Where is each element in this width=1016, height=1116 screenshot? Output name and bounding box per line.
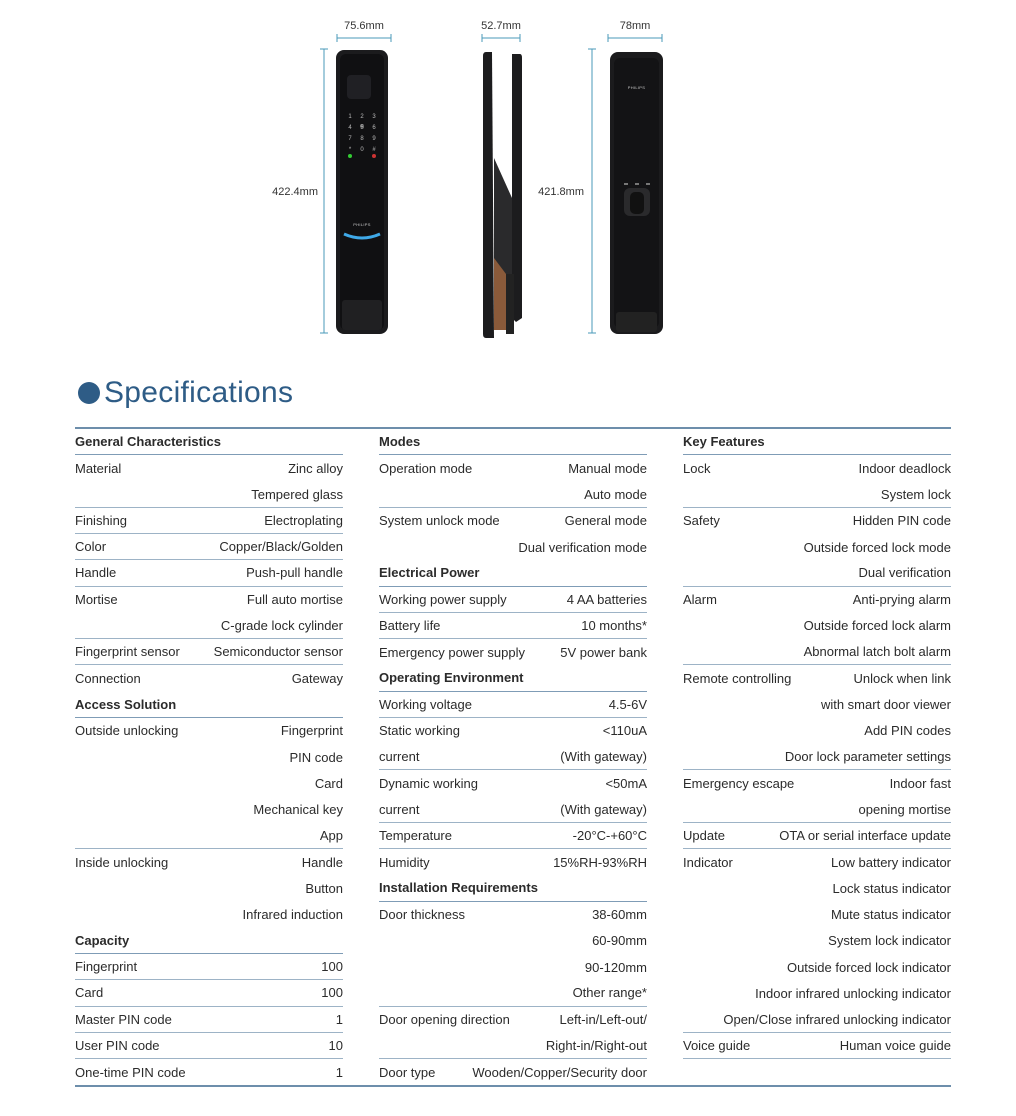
keypad-key: 6 xyxy=(372,125,376,131)
spec-value: 10 months* xyxy=(581,617,647,633)
spec-row xyxy=(379,692,647,718)
page-title: Specifications xyxy=(104,376,294,409)
spec-row xyxy=(683,849,951,875)
spec-value: Right-in/Right-out xyxy=(545,1037,647,1053)
spec-row xyxy=(379,534,647,560)
spec-row xyxy=(75,455,343,481)
spec-row xyxy=(75,770,343,796)
spec-row xyxy=(683,639,951,665)
spec-value: -20°C-+60°C xyxy=(572,827,647,843)
spec-value: 10 xyxy=(328,1037,343,1053)
spec-label: One-time PIN code xyxy=(75,1064,186,1080)
spec-value: Zinc alloy xyxy=(288,460,343,476)
spec-label: current xyxy=(379,801,420,817)
section-header xyxy=(75,692,343,718)
spec-value: Fingerprint xyxy=(280,723,343,739)
spec-row xyxy=(75,665,343,691)
spec-label: Remote controlling xyxy=(683,670,792,686)
back-height-arrow xyxy=(586,48,598,335)
spec-row xyxy=(379,770,647,796)
keypad-key: # xyxy=(372,147,376,153)
side-width-label: 52.7mm xyxy=(481,20,521,32)
spec-label: Operation mode xyxy=(379,460,473,476)
back-width-arrow xyxy=(607,32,663,44)
spec-column-2 xyxy=(379,429,647,1085)
section-header xyxy=(683,429,951,455)
spec-value: Other range* xyxy=(572,985,647,1001)
spec-row xyxy=(379,718,647,744)
spec-value: Button xyxy=(305,880,343,896)
spec-value: Semiconductor sensor xyxy=(213,644,343,660)
spec-value: Tempered glass xyxy=(251,486,343,502)
spec-label: Working power supply xyxy=(379,591,507,607)
spec-label: Mortise xyxy=(75,592,118,608)
spec-value: Outside forced lock mode xyxy=(803,539,951,555)
spec-value: Infrared induction xyxy=(242,907,343,923)
spec-label: current xyxy=(379,749,420,765)
spec-value: Card xyxy=(314,775,343,791)
lock-back-view xyxy=(610,52,663,334)
spec-value: <50mA xyxy=(605,775,647,791)
spec-value: 4.5-6V xyxy=(608,696,647,712)
spec-value: Push-pull handle xyxy=(246,565,343,581)
spec-value: Anti-prying alarm xyxy=(852,592,951,608)
spec-row xyxy=(379,482,647,508)
spec-value: Electroplating xyxy=(264,512,343,528)
spec-value: 4 AA batteries xyxy=(566,591,647,607)
spec-row xyxy=(75,797,343,823)
spec-value: Mute status indicator xyxy=(831,907,951,923)
spec-value: <110uA xyxy=(602,723,647,739)
spec-value: OTA or serial interface update xyxy=(779,827,951,843)
spec-row xyxy=(75,744,343,770)
keypad-key: 2 xyxy=(360,114,364,120)
spec-row xyxy=(75,980,343,1006)
spec-value: 100 xyxy=(321,959,343,975)
spec-row xyxy=(379,587,647,613)
spec-value: System lock indicator xyxy=(828,933,951,949)
spec-row xyxy=(683,1007,951,1033)
spec-label: Master PIN code xyxy=(75,1011,172,1027)
spec-value: with smart door viewer xyxy=(820,697,951,713)
spec-row xyxy=(75,613,343,639)
spec-column-1 xyxy=(75,429,343,1085)
specifications-heading xyxy=(78,373,293,413)
section-header xyxy=(75,928,343,954)
spec-value: 5V power bank xyxy=(560,644,647,660)
spec-value: Gateway xyxy=(291,670,343,686)
spec-row xyxy=(75,902,343,928)
spec-row xyxy=(683,587,951,613)
spec-row xyxy=(683,744,951,770)
lock-side-view xyxy=(480,48,524,340)
spec-value: Wooden/Copper/Security door xyxy=(472,1064,647,1080)
spec-value: Dual verification mode xyxy=(518,539,647,555)
spec-label: Finishing xyxy=(75,512,128,528)
spec-label: Connection xyxy=(75,670,141,686)
spec-value: Open/Close infrared unlocking indicator xyxy=(723,1011,951,1027)
section-header xyxy=(379,560,647,586)
spec-row xyxy=(683,692,951,718)
keypad-key: 1 xyxy=(348,114,352,120)
brand-logo-back: PHILIPS xyxy=(627,85,646,90)
keypad-key: 0 xyxy=(360,147,364,153)
spec-value: Door lock parameter settings xyxy=(784,749,951,765)
spec-value: (With gateway) xyxy=(560,801,647,817)
spec-row xyxy=(683,455,951,481)
front-width-label: 75.6mm xyxy=(344,20,384,32)
spec-row xyxy=(75,1007,343,1033)
spec-label: Door type xyxy=(379,1064,436,1080)
spec-value: Left-in/Left-out/ xyxy=(559,1012,647,1028)
bullet-dot-icon xyxy=(78,382,100,404)
spec-value: C-grade lock cylinder xyxy=(220,617,343,633)
keypad xyxy=(344,114,380,153)
spec-value: Dual verification xyxy=(858,565,951,581)
spec-value: 100 xyxy=(321,985,343,1001)
spec-row xyxy=(379,455,647,481)
section-title: Capacity xyxy=(75,932,130,948)
spec-value: 60-90mm xyxy=(592,933,647,949)
spec-row xyxy=(379,980,647,1006)
section-header xyxy=(379,875,647,901)
spec-value: Handle xyxy=(301,854,343,870)
spec-row xyxy=(75,875,343,901)
spec-value: (With gateway) xyxy=(560,749,647,765)
spec-value: Indoor deadlock xyxy=(858,460,951,476)
spec-label: Lock xyxy=(683,460,711,476)
spec-row xyxy=(379,639,647,665)
spec-value: opening mortise xyxy=(858,801,951,817)
keypad-key: 5 xyxy=(360,125,364,131)
spec-row xyxy=(379,902,647,928)
spec-row xyxy=(379,1059,647,1085)
spec-row xyxy=(379,508,647,534)
spec-value: General mode xyxy=(564,513,647,529)
side-width-arrow xyxy=(481,32,521,44)
spec-row xyxy=(379,954,647,980)
spec-label: Handle xyxy=(75,565,117,581)
spec-value: Copper/Black/Golden xyxy=(219,539,343,555)
spec-label: Fingerprint xyxy=(75,959,138,975)
spec-label: Humidity xyxy=(379,854,430,870)
spec-row xyxy=(75,954,343,980)
spec-value: PIN code xyxy=(289,749,343,765)
spec-row xyxy=(683,613,951,639)
spec-row xyxy=(379,823,647,849)
spec-row xyxy=(683,954,951,980)
keypad-key: 8 xyxy=(360,136,364,142)
spec-value: Full auto mortise xyxy=(246,592,343,608)
spec-label: Working voltage xyxy=(379,696,472,712)
spec-label: Voice guide xyxy=(683,1037,751,1053)
spec-row xyxy=(683,508,951,534)
spec-value: Outside forced lock alarm xyxy=(803,618,951,634)
spec-row xyxy=(379,744,647,770)
spec-value: Manual mode xyxy=(568,460,647,476)
spec-value: Indoor fast xyxy=(889,775,951,791)
spec-value: Abnormal latch bolt alarm xyxy=(803,644,951,660)
keypad-key: 3 xyxy=(372,114,376,120)
spec-row xyxy=(683,980,951,1006)
green-led-icon xyxy=(348,154,352,158)
spec-label: Update xyxy=(683,827,725,843)
section-title: Installation Requirements xyxy=(379,880,538,896)
spec-row xyxy=(379,1007,647,1033)
section-title: General Characteristics xyxy=(75,434,221,450)
spec-row xyxy=(683,718,951,744)
brand-logo: PHILIPS xyxy=(353,222,371,227)
front-height-label: 422.4mm xyxy=(272,186,318,198)
spec-label: Temperature xyxy=(379,827,452,843)
spec-label: Emergency power supply xyxy=(379,644,525,660)
section-header xyxy=(75,429,343,455)
spec-row xyxy=(683,560,951,586)
spec-row xyxy=(683,482,951,508)
spec-label: Inside unlocking xyxy=(75,854,169,870)
spec-label: Emergency escape xyxy=(683,775,795,791)
spec-row xyxy=(75,482,343,508)
spec-label: Door opening direction xyxy=(379,1012,510,1028)
spec-row xyxy=(75,508,343,534)
spec-value: Add PIN codes xyxy=(864,723,951,739)
spec-value: 15%RH-93%RH xyxy=(553,854,647,870)
spec-row xyxy=(379,928,647,954)
spec-label: Safety xyxy=(683,513,720,529)
spec-row xyxy=(379,1033,647,1059)
keypad-key: 9 xyxy=(372,136,376,142)
spec-row xyxy=(683,1033,951,1059)
spec-row xyxy=(683,770,951,796)
table-bottom-rule xyxy=(75,1085,951,1087)
spec-row xyxy=(683,928,951,954)
spec-value: Hidden PIN code xyxy=(852,513,951,529)
spec-row xyxy=(75,560,343,586)
back-width-label: 78mm xyxy=(619,20,651,32)
lock-front-view xyxy=(336,50,388,334)
spec-row xyxy=(683,534,951,560)
front-height-arrow xyxy=(318,48,330,335)
section-header xyxy=(379,429,647,455)
spec-label: System unlock mode xyxy=(379,513,500,529)
spec-value: Outside forced lock indicator xyxy=(786,959,951,975)
indicator-lights xyxy=(624,183,650,186)
spec-row xyxy=(683,902,951,928)
spec-label: Fingerprint sensor xyxy=(75,644,180,660)
back-height-label: 421.8mm xyxy=(538,186,584,198)
spec-value: 1 xyxy=(335,1064,343,1080)
spec-row xyxy=(75,718,343,744)
spec-value: Auto mode xyxy=(584,486,647,502)
section-title: Operating Environment xyxy=(379,670,524,686)
spec-row xyxy=(379,849,647,875)
spec-label: Color xyxy=(75,539,107,555)
spec-value: Lock status indicator xyxy=(832,880,951,896)
spec-value: Indoor infrared unlocking indicator xyxy=(755,985,951,1001)
section-title: Modes xyxy=(379,434,421,450)
spec-value: Mechanical key xyxy=(253,802,343,818)
spec-row xyxy=(75,1033,343,1059)
spec-label: Door thickness xyxy=(379,907,465,923)
section-title: Electrical Power xyxy=(379,565,480,581)
spec-value: 1 xyxy=(335,1011,343,1027)
spec-row xyxy=(75,1059,343,1085)
spec-label: Dynamic working xyxy=(379,775,478,791)
spec-value: 90-120mm xyxy=(584,959,647,975)
keypad-key: 4 xyxy=(348,125,352,131)
spec-value: Unlock when link xyxy=(853,670,951,686)
spec-value: 38-60mm xyxy=(592,907,647,923)
section-title: Key Features xyxy=(683,434,765,450)
red-led-icon xyxy=(372,154,376,158)
spec-row xyxy=(683,875,951,901)
spec-row xyxy=(75,849,343,875)
spec-label: Indicator xyxy=(683,854,733,870)
spec-column-3 xyxy=(683,429,951,1059)
camera-icon xyxy=(347,75,371,99)
spec-row xyxy=(683,665,951,691)
section-header xyxy=(379,665,647,691)
spec-label: Alarm xyxy=(683,592,717,608)
front-width-arrow xyxy=(336,32,392,44)
spec-label: User PIN code xyxy=(75,1037,160,1053)
spec-row xyxy=(379,613,647,639)
spec-label: Battery life xyxy=(379,617,441,633)
spec-row xyxy=(683,823,951,849)
spec-label: Static working xyxy=(379,723,460,739)
section-title: Access Solution xyxy=(75,696,177,712)
spec-value: Human voice guide xyxy=(839,1037,951,1053)
keypad-key: * xyxy=(348,147,352,153)
spec-value: Low battery indicator xyxy=(831,854,951,870)
spec-row xyxy=(75,639,343,665)
spec-value: App xyxy=(319,827,343,843)
spec-row xyxy=(75,534,343,560)
keypad-key: 7 xyxy=(348,136,352,142)
spec-label: Card xyxy=(75,985,104,1001)
spec-label: Outside unlocking xyxy=(75,723,179,739)
spec-value: System lock xyxy=(880,486,951,502)
spec-row xyxy=(683,797,951,823)
spec-label: Material xyxy=(75,460,122,476)
spec-row xyxy=(75,823,343,849)
spec-row xyxy=(75,587,343,613)
spec-row xyxy=(379,797,647,823)
